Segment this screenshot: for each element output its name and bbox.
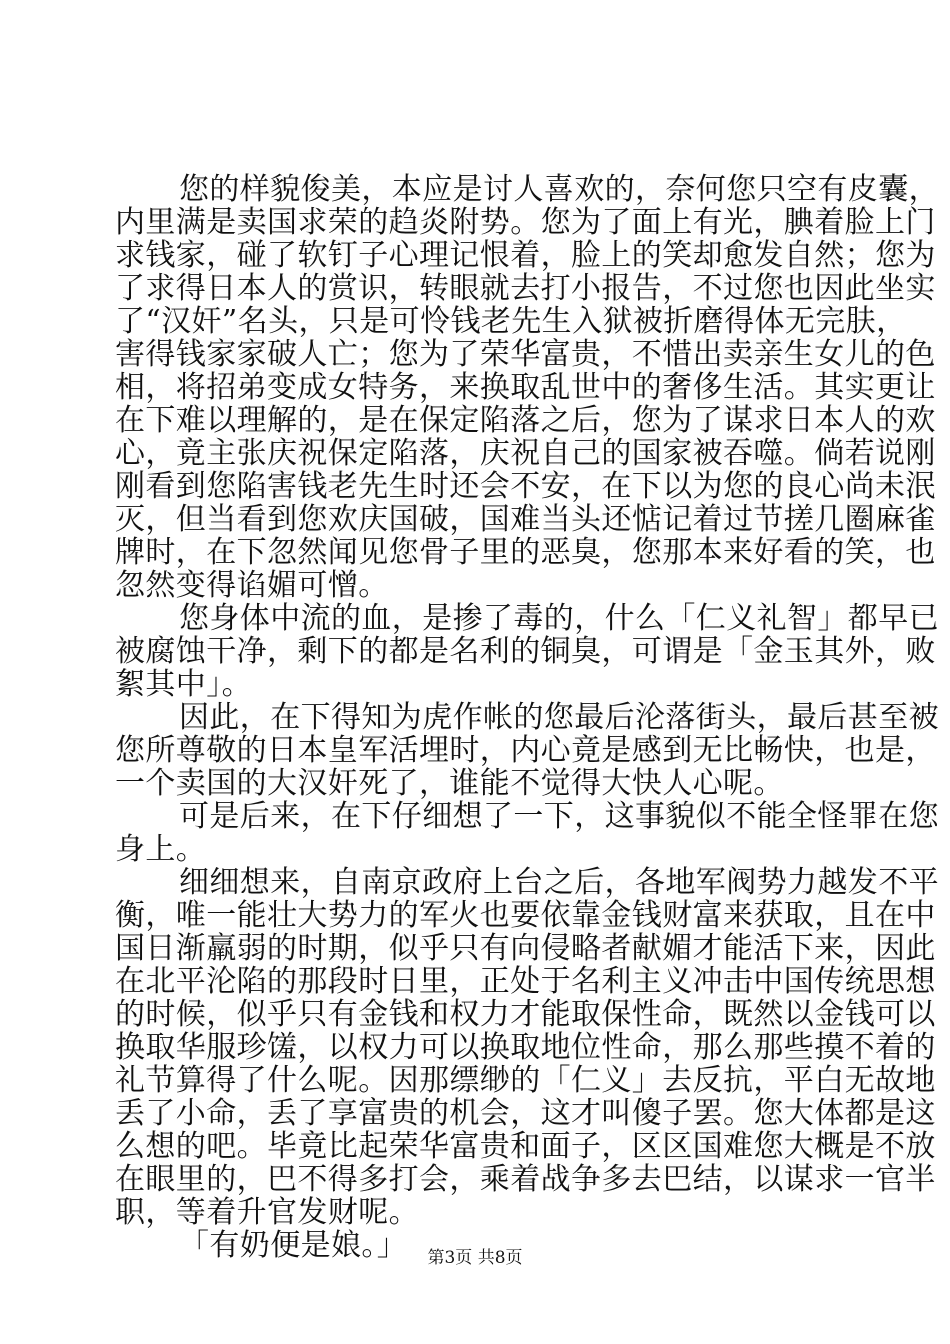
text-line: 您所尊敬的日本皇军活埋时，内心竟是感到无比畅快，也是， (115, 733, 936, 768)
text-line: 牌时，在下忽然闻见您骨子里的恶臭，您那本来好看的笑，也 (115, 535, 936, 570)
text-line: 衡，唯一能壮大势力的军火也要依靠金钱财富来获取，且在中 (115, 898, 936, 933)
text-line: 忽然变得谄媚可憎。 (115, 568, 389, 603)
text-line: 灭，但当看到您欢庆国破，国难当头还惦记着过节搓几圈麻雀 (115, 502, 936, 537)
text-line: 在下难以理解的，是在保定陷落之后，您为了谋求日本人的欢 (115, 403, 936, 438)
text-line: 内里满是卖国求荣的趋炎附势。您为了面上有光，腆着脸上门 (115, 205, 936, 240)
text-line: 害得钱家家破人亡；您为了荣华富贵，不惜出卖亲生女儿的色 (115, 337, 936, 372)
text-line: 心，竟主张庆祝保定陷落，庆祝自己的国家被吞噬。倘若说刚 (115, 436, 936, 471)
text-line: 您身体中流的血，是掺了毒的，什么「仁义礼智」都早已 (179, 601, 939, 636)
text-line: 礼节算得了什么呢。因那缥缈的「仁义」去反抗，平白无故地 (115, 1063, 936, 1098)
text-line: 求钱家，碰了软钉子心理记恨着，脸上的笑却愈发自然；您为 (115, 238, 936, 273)
text-line: 丢了小命，丢了享富贵的机会，这才叫傻子罢。您大体都是这 (115, 1096, 936, 1131)
page-footer: 第3页 共8页 (427, 1248, 523, 1268)
text-line: 了“汉奸”名头，只是可怜钱老先生入狱被折磨得体无完肤， (115, 304, 907, 339)
text-line: 国日渐羸弱的时期，似乎只有向侵略者献媚才能活下来，因此 (115, 931, 936, 966)
text-line: 被腐蚀干净，剩下的都是名利的铜臭，可谓是「金玉其外，败 (115, 634, 936, 669)
text-line: 么想的吧。毕竟比起荣华富贵和面子，区区国难您大概是不放 (115, 1129, 936, 1164)
body-text (115, 172, 939, 1263)
text-line: 的时候，似乎只有金钱和权力才能取保性命，既然以金钱可以 (115, 997, 936, 1032)
text-line: 可是后来，在下仔细想了一下，这事貌似不能全怪罪在您 (179, 799, 939, 834)
text-line: 「有奶便是娘。」 (179, 1228, 408, 1263)
text-line: 身上。 (115, 832, 207, 867)
text-line: 在北平沦陷的那段时日里，正处于名利主义冲击中国传统思想 (115, 964, 936, 999)
text-line: 了求得日本人的赏识，转眼就去打小报告，不过您也因此坐实 (115, 271, 936, 306)
text-line: 在眼里的，巴不得多打会，乘着战争多去巴结，以谋求一官半 (115, 1162, 936, 1197)
text-line: 一个卖国的大汉奸死了，谁能不觉得大快人心呢。 (115, 766, 784, 801)
text-line: 相，将招弟变成女特务，来换取乱世中的奢侈生活。其实更让 (115, 370, 936, 405)
text-line: 细细想来，自南京政府上台之后，各地军阀势力越发不平 (179, 865, 939, 900)
text-line: 因此，在下得知为虎作帐的您最后沦落街头，最后甚至被 (179, 700, 939, 735)
text-line: 您的样貌俊美，本应是讨人喜欢的，奈何您只空有皮囊， (179, 172, 939, 207)
text-line: 絮其中」。 (115, 667, 252, 702)
text-line: 刚看到您陷害钱老先生时还会不安，在下以为您的良心尚未泯 (115, 469, 936, 504)
text-line: 职，等着升官发财呢。 (115, 1195, 419, 1230)
text-line: 换取华服珍馐，以权力可以换取地位性命，那么那些摸不着的 (115, 1030, 936, 1065)
